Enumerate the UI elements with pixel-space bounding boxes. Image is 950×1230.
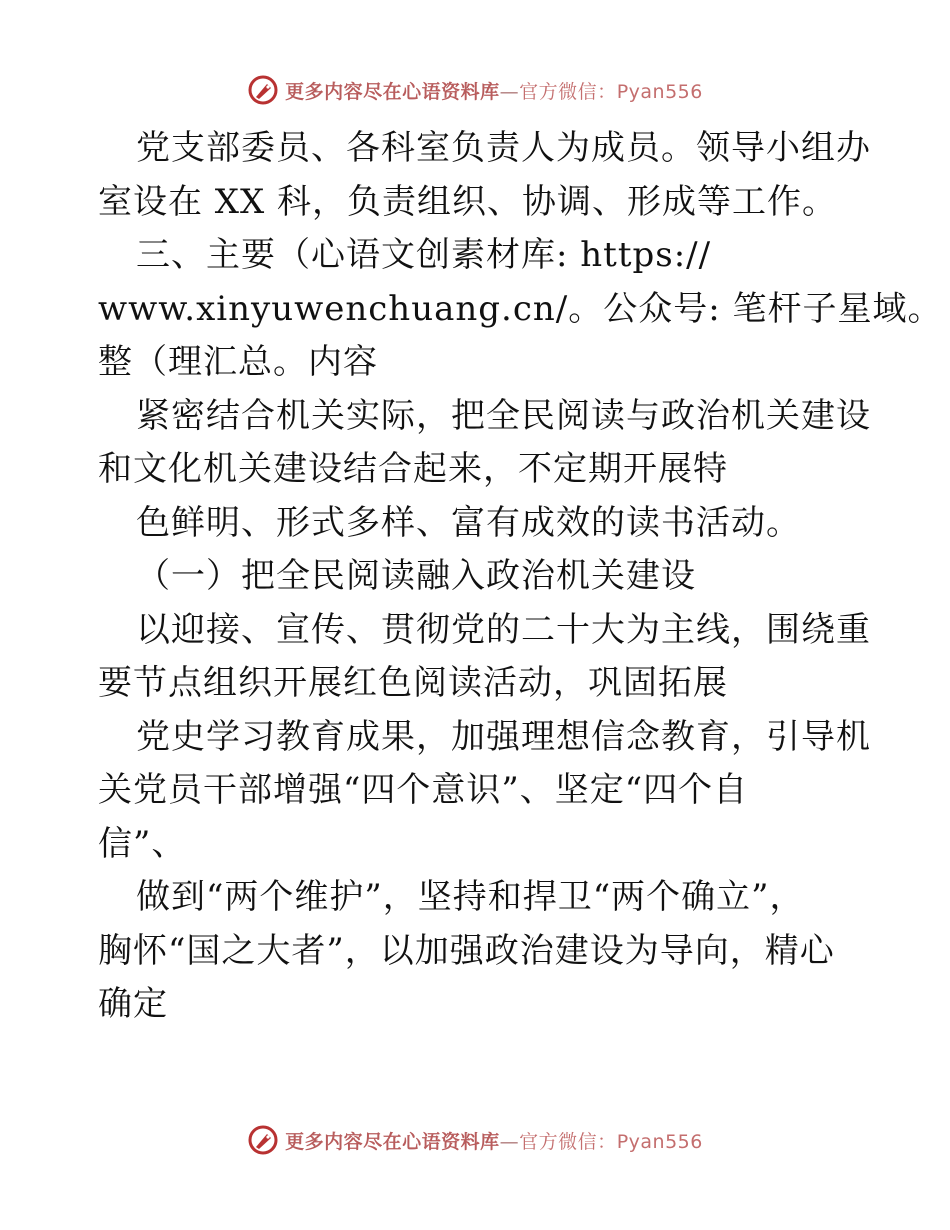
footer-wechat-label: 官方微信： xyxy=(519,1130,617,1153)
header-watermark-banner xyxy=(0,70,950,110)
body-line: 胸怀“国之大者”，以加强政治建设为导向，精心 xyxy=(98,930,835,971)
body-line: 和文化机关建设结合起来，不定期开展特 xyxy=(98,449,728,489)
header-wechat-label: 官方微信： xyxy=(519,80,617,103)
section-heading: （一）把全民阅读融入政治机关建设 xyxy=(136,556,696,596)
body-line: 做到“两个维护”，坚持和捍卫“两个确立”， xyxy=(136,877,805,917)
footer-watermark-banner xyxy=(0,1120,950,1160)
body-line: 色鲜明、形式多样、富有成效的读书活动。 xyxy=(136,502,801,543)
pen-nib-logo-icon xyxy=(247,74,279,106)
footer-wechat-id: Pyan556 xyxy=(616,1130,703,1153)
pen-nib-logo-icon xyxy=(247,1124,279,1156)
body-line: 党支部委员、各科室负责人为成员。领导小组办 xyxy=(136,128,871,168)
body-line: www.xinyuwenchuang.cn/。公众号: 笔杆子星域。 xyxy=(98,288,943,329)
body-line: 要节点组织开展红色阅读活动，巩固拓展 xyxy=(98,663,728,703)
body-line: 紧密结合机关实际，把全民阅读与政治机关建设 xyxy=(136,395,871,436)
body-line: 信”、 xyxy=(98,823,187,864)
body-line: 三、主要（心语文创素材库: https:// xyxy=(136,235,712,275)
footer-site-text: 更多内容尽在心语资料库 xyxy=(285,1130,500,1153)
footer-banner-text xyxy=(285,1127,703,1154)
header-separator: — xyxy=(499,80,520,103)
body-line: 确定 xyxy=(98,984,168,1024)
document-body xyxy=(98,122,943,1032)
header-banner-text xyxy=(285,77,703,104)
header-wechat-id: Pyan556 xyxy=(616,80,703,103)
header-site-text: 更多内容尽在心语资料库 xyxy=(285,80,500,103)
body-line: 整（理汇总。内容 xyxy=(98,342,378,382)
footer-separator: — xyxy=(499,1130,520,1153)
body-line: 以迎接、宣传、贯彻党的二十大为主线，围绕重 xyxy=(136,609,871,650)
body-line: 党史学习教育成果，加强理想信念教育，引导机 xyxy=(136,716,871,757)
body-line: 关党员干部增强“四个意识”、坚定“四个自 xyxy=(98,770,749,810)
body-line: 室设在 XX 科，负责组织、协调、形成等工作。 xyxy=(98,181,838,222)
